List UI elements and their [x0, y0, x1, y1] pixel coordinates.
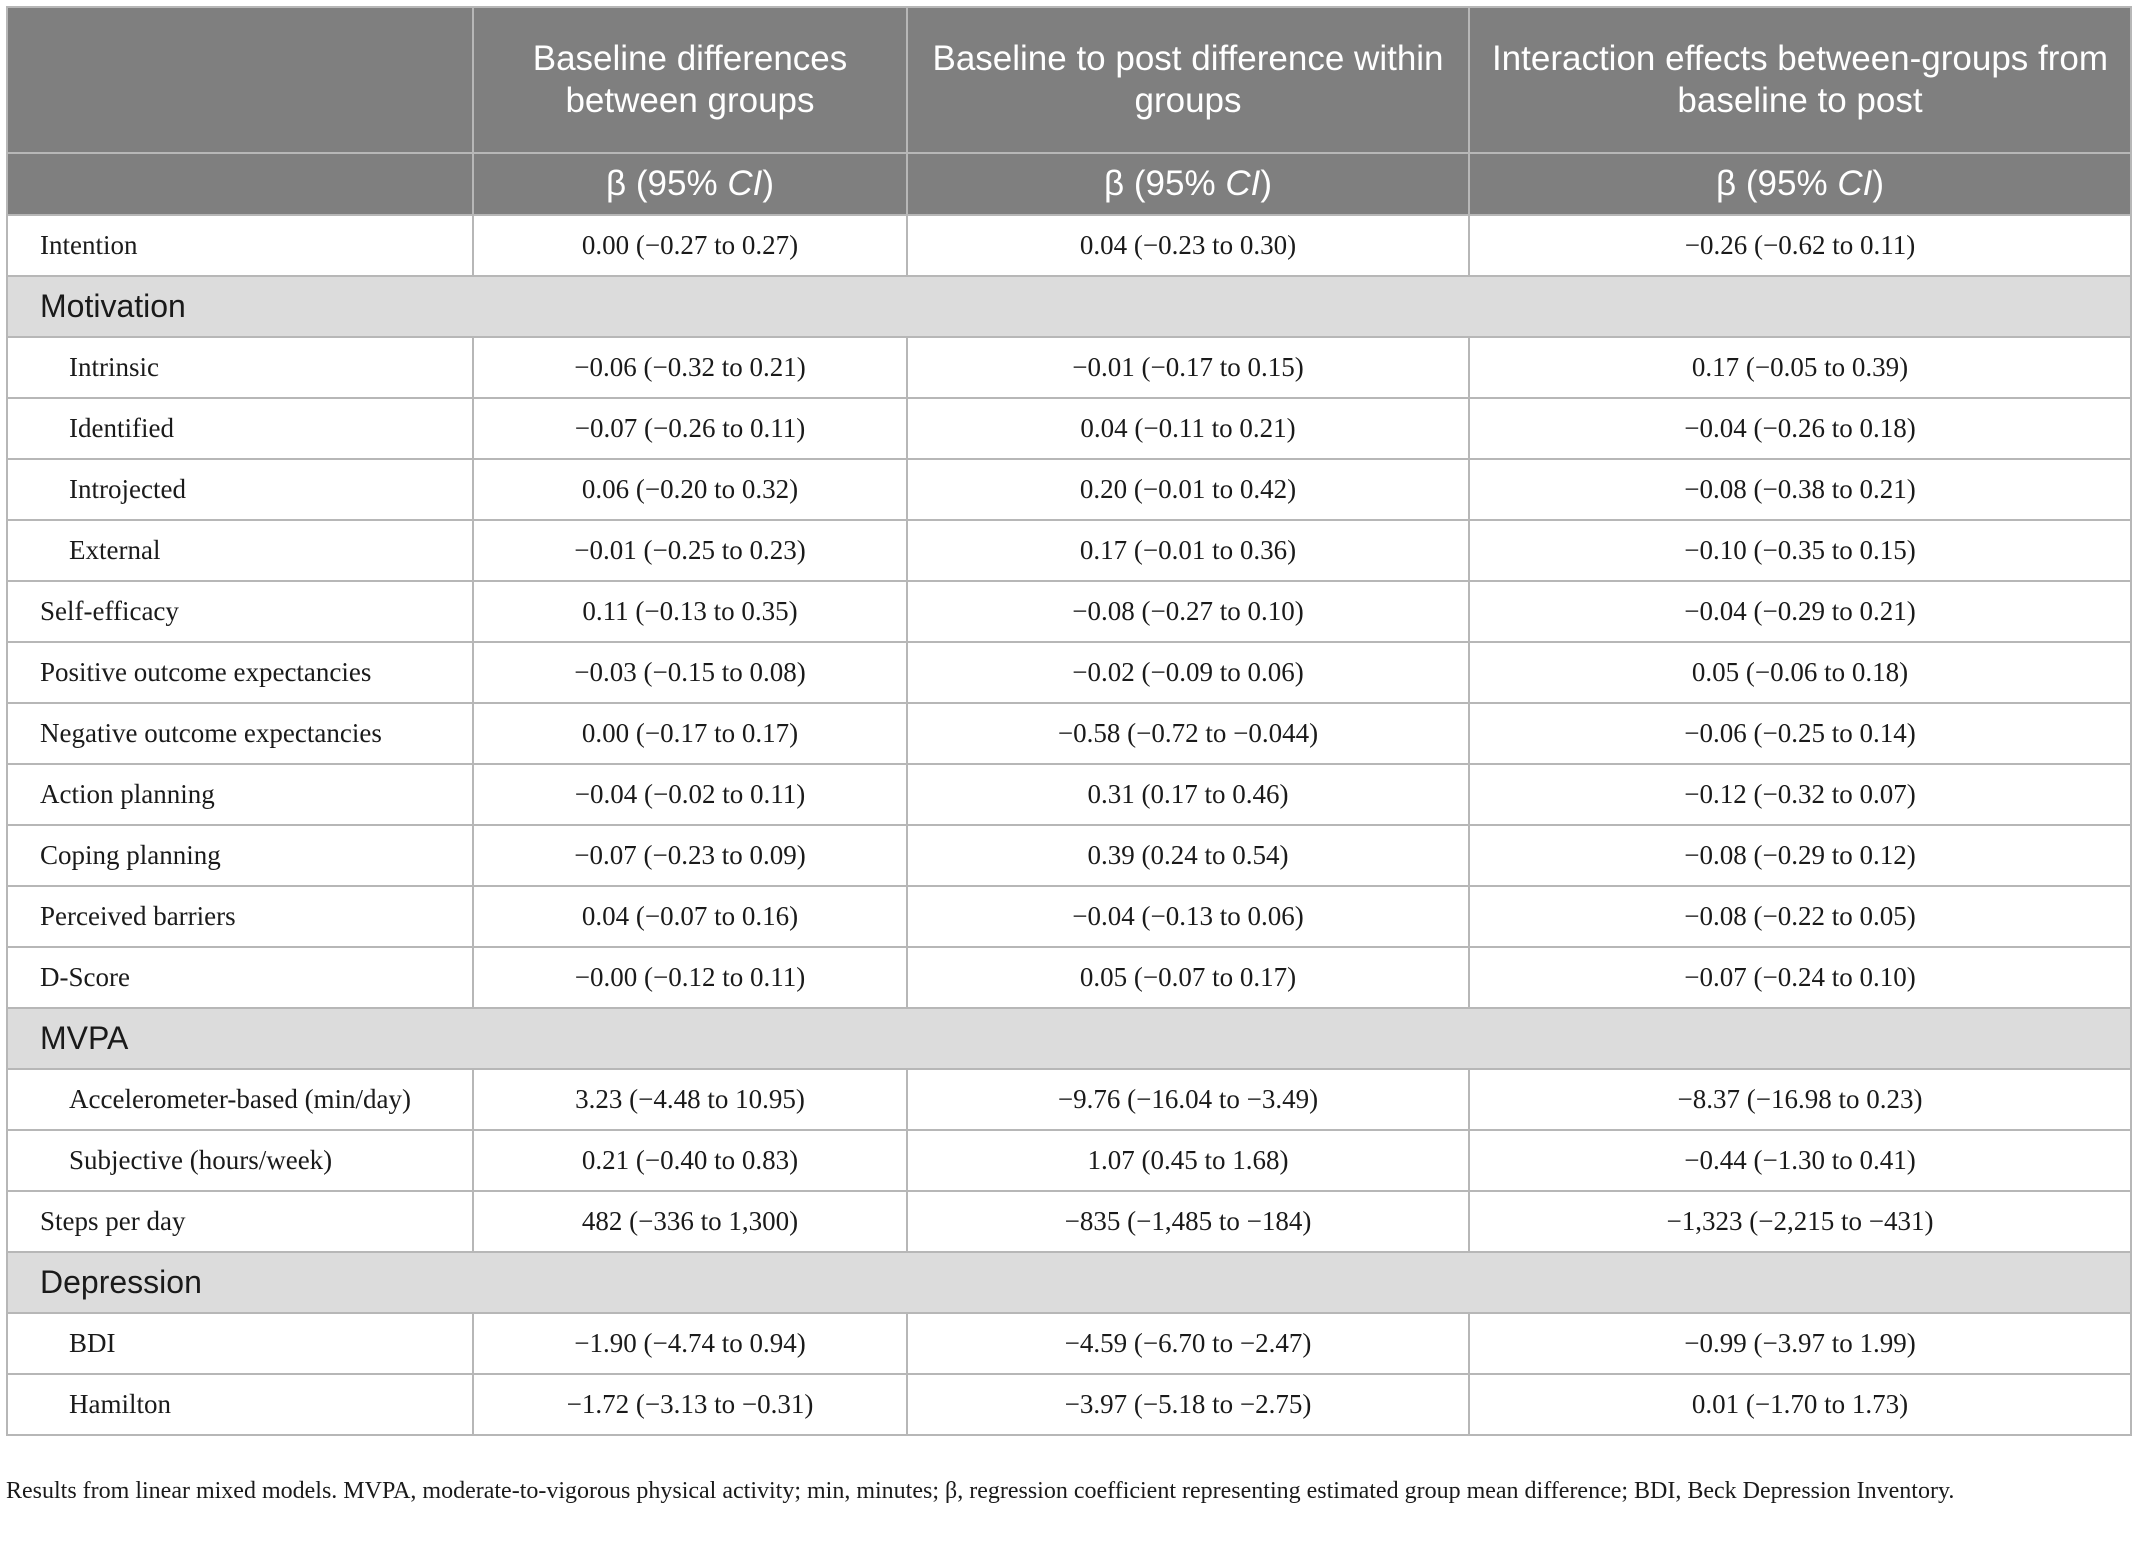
value-baseline-to-post: −3.97 (−5.18 to −2.75)	[907, 1374, 1469, 1435]
group-label: Depression	[7, 1252, 2131, 1313]
beta-label: β (95%	[1716, 164, 1838, 203]
subheader-beta-ci	[473, 153, 907, 215]
table-row	[7, 1130, 2131, 1191]
value-baseline-differences: −0.07 (−0.23 to 0.09)	[473, 825, 907, 886]
value-baseline-differences: −0.01 (−0.25 to 0.23)	[473, 520, 907, 581]
value-interaction-effects: −0.44 (−1.30 to 0.41)	[1469, 1130, 2131, 1191]
value-baseline-to-post: −0.08 (−0.27 to 0.10)	[907, 581, 1469, 642]
value-interaction-effects: −0.10 (−0.35 to 0.15)	[1469, 520, 2131, 581]
value-baseline-to-post: 0.05 (−0.07 to 0.17)	[907, 947, 1469, 1008]
value-baseline-to-post: −0.58 (−0.72 to −0.044)	[907, 703, 1469, 764]
table-row	[7, 642, 2131, 703]
table-header	[7, 7, 2131, 215]
table-row	[7, 703, 2131, 764]
results-table-container	[6, 6, 2130, 1436]
value-interaction-effects: −0.08 (−0.29 to 0.12)	[1469, 825, 2131, 886]
value-baseline-differences: 0.00 (−0.27 to 0.27)	[473, 215, 907, 276]
value-baseline-to-post: −0.02 (−0.09 to 0.06)	[907, 642, 1469, 703]
value-baseline-to-post: 0.04 (−0.11 to 0.21)	[907, 398, 1469, 459]
value-baseline-to-post: −0.04 (−0.13 to 0.06)	[907, 886, 1469, 947]
beta-label: β (95%	[1104, 164, 1226, 203]
header-empty-cell	[7, 7, 473, 153]
value-interaction-effects: −0.04 (−0.26 to 0.18)	[1469, 398, 2131, 459]
table-row	[7, 581, 2131, 642]
value-interaction-effects: −8.37 (−16.98 to 0.23)	[1469, 1069, 2131, 1130]
ci-label: CI	[1225, 164, 1261, 203]
group-label: Motivation	[7, 276, 2131, 337]
ci-label: CI	[1837, 164, 1873, 203]
ci-close: )	[1872, 164, 1884, 203]
value-interaction-effects: 0.17 (−0.05 to 0.39)	[1469, 337, 2131, 398]
row-label: Self-efficacy	[7, 581, 473, 642]
table-row	[7, 1069, 2131, 1130]
value-baseline-to-post: 0.17 (−0.01 to 0.36)	[907, 520, 1469, 581]
value-interaction-effects: −0.06 (−0.25 to 0.14)	[1469, 703, 2131, 764]
table-row	[7, 520, 2131, 581]
table-row	[7, 398, 2131, 459]
row-label: Coping planning	[7, 825, 473, 886]
table-row	[7, 215, 2131, 276]
value-baseline-to-post: 0.04 (−0.23 to 0.30)	[907, 215, 1469, 276]
ci-close: )	[762, 164, 774, 203]
row-label: Identified	[7, 398, 473, 459]
value-interaction-effects: 0.05 (−0.06 to 0.18)	[1469, 642, 2131, 703]
value-interaction-effects: −0.07 (−0.24 to 0.10)	[1469, 947, 2131, 1008]
row-label: Negative outcome expectancies	[7, 703, 473, 764]
row-label: Action planning	[7, 764, 473, 825]
row-label: Accelerometer-based (min/day)	[7, 1069, 473, 1130]
row-label: BDI	[7, 1313, 473, 1374]
value-baseline-to-post: −835 (−1,485 to −184)	[907, 1191, 1469, 1252]
row-label: Intrinsic	[7, 337, 473, 398]
group-header-row	[7, 1008, 2131, 1069]
table-footnote: Results from linear mixed models. MVPA, moderate-to-vigorous physical activity; min, minutes; β, regression coefficient representing estimated group mean difference; BDI, Beck Depression Inventory.	[6, 1478, 1955, 1504]
value-baseline-to-post: −4.59 (−6.70 to −2.47)	[907, 1313, 1469, 1374]
group-header-row	[7, 1252, 2131, 1313]
value-baseline-differences: −0.07 (−0.26 to 0.11)	[473, 398, 907, 459]
value-interaction-effects: −0.04 (−0.29 to 0.21)	[1469, 581, 2131, 642]
value-baseline-differences: −0.03 (−0.15 to 0.08)	[473, 642, 907, 703]
row-label: Subjective (hours/week)	[7, 1130, 473, 1191]
table-row	[7, 459, 2131, 520]
value-baseline-differences: −1.90 (−4.74 to 0.94)	[473, 1313, 907, 1374]
value-baseline-differences: 482 (−336 to 1,300)	[473, 1191, 907, 1252]
table-row	[7, 1191, 2131, 1252]
value-baseline-differences: 0.11 (−0.13 to 0.35)	[473, 581, 907, 642]
header-interaction-effects: Interaction effects between-groups from baseline to post	[1469, 7, 2131, 153]
row-label: Hamilton	[7, 1374, 473, 1435]
table-row	[7, 764, 2131, 825]
value-baseline-to-post: −0.01 (−0.17 to 0.15)	[907, 337, 1469, 398]
row-label: Intention	[7, 215, 473, 276]
value-interaction-effects: −0.08 (−0.38 to 0.21)	[1469, 459, 2131, 520]
results-table	[6, 6, 2132, 1436]
value-baseline-differences: 0.21 (−0.40 to 0.83)	[473, 1130, 907, 1191]
value-baseline-to-post: 0.39 (0.24 to 0.54)	[907, 825, 1469, 886]
value-baseline-to-post: 0.31 (0.17 to 0.46)	[907, 764, 1469, 825]
value-interaction-effects: 0.01 (−1.70 to 1.73)	[1469, 1374, 2131, 1435]
value-interaction-effects: −1,323 (−2,215 to −431)	[1469, 1191, 2131, 1252]
subheader-beta-ci	[907, 153, 1469, 215]
value-baseline-to-post: −9.76 (−16.04 to −3.49)	[907, 1069, 1469, 1130]
row-label: Introjected	[7, 459, 473, 520]
group-label: MVPA	[7, 1008, 2131, 1069]
table-row	[7, 337, 2131, 398]
ci-close: )	[1260, 164, 1272, 203]
value-baseline-differences: −0.00 (−0.12 to 0.11)	[473, 947, 907, 1008]
ci-label: CI	[727, 164, 763, 203]
group-header-row	[7, 276, 2131, 337]
table-row	[7, 1374, 2131, 1435]
header-baseline-to-post: Baseline to post difference within groups	[907, 7, 1469, 153]
table-body	[7, 215, 2131, 1435]
value-baseline-differences: 0.04 (−0.07 to 0.16)	[473, 886, 907, 947]
value-interaction-effects: −0.12 (−0.32 to 0.07)	[1469, 764, 2131, 825]
value-interaction-effects: −0.26 (−0.62 to 0.11)	[1469, 215, 2131, 276]
value-baseline-differences: −1.72 (−3.13 to −0.31)	[473, 1374, 907, 1435]
table-row	[7, 825, 2131, 886]
value-baseline-to-post: 1.07 (0.45 to 1.68)	[907, 1130, 1469, 1191]
value-baseline-differences: 0.00 (−0.17 to 0.17)	[473, 703, 907, 764]
row-label: D-Score	[7, 947, 473, 1008]
table-row	[7, 1313, 2131, 1374]
value-interaction-effects: −0.08 (−0.22 to 0.05)	[1469, 886, 2131, 947]
table-row	[7, 886, 2131, 947]
value-baseline-to-post: 0.20 (−0.01 to 0.42)	[907, 459, 1469, 520]
value-baseline-differences: −0.04 (−0.02 to 0.11)	[473, 764, 907, 825]
row-label: Steps per day	[7, 1191, 473, 1252]
table-row	[7, 947, 2131, 1008]
value-baseline-differences: 0.06 (−0.20 to 0.32)	[473, 459, 907, 520]
value-interaction-effects: −0.99 (−3.97 to 1.99)	[1469, 1313, 2131, 1374]
row-label: Perceived barriers	[7, 886, 473, 947]
beta-label: β (95%	[606, 164, 728, 203]
subheader-beta-ci	[1469, 153, 2131, 215]
header-row	[7, 7, 2131, 153]
value-baseline-differences: 3.23 (−4.48 to 10.95)	[473, 1069, 907, 1130]
row-label: External	[7, 520, 473, 581]
header-baseline-differences: Baseline differences between groups	[473, 7, 907, 153]
subheader-row	[7, 153, 2131, 215]
row-label: Positive outcome expectancies	[7, 642, 473, 703]
value-baseline-differences: −0.06 (−0.32 to 0.21)	[473, 337, 907, 398]
subheader-empty-cell	[7, 153, 473, 215]
